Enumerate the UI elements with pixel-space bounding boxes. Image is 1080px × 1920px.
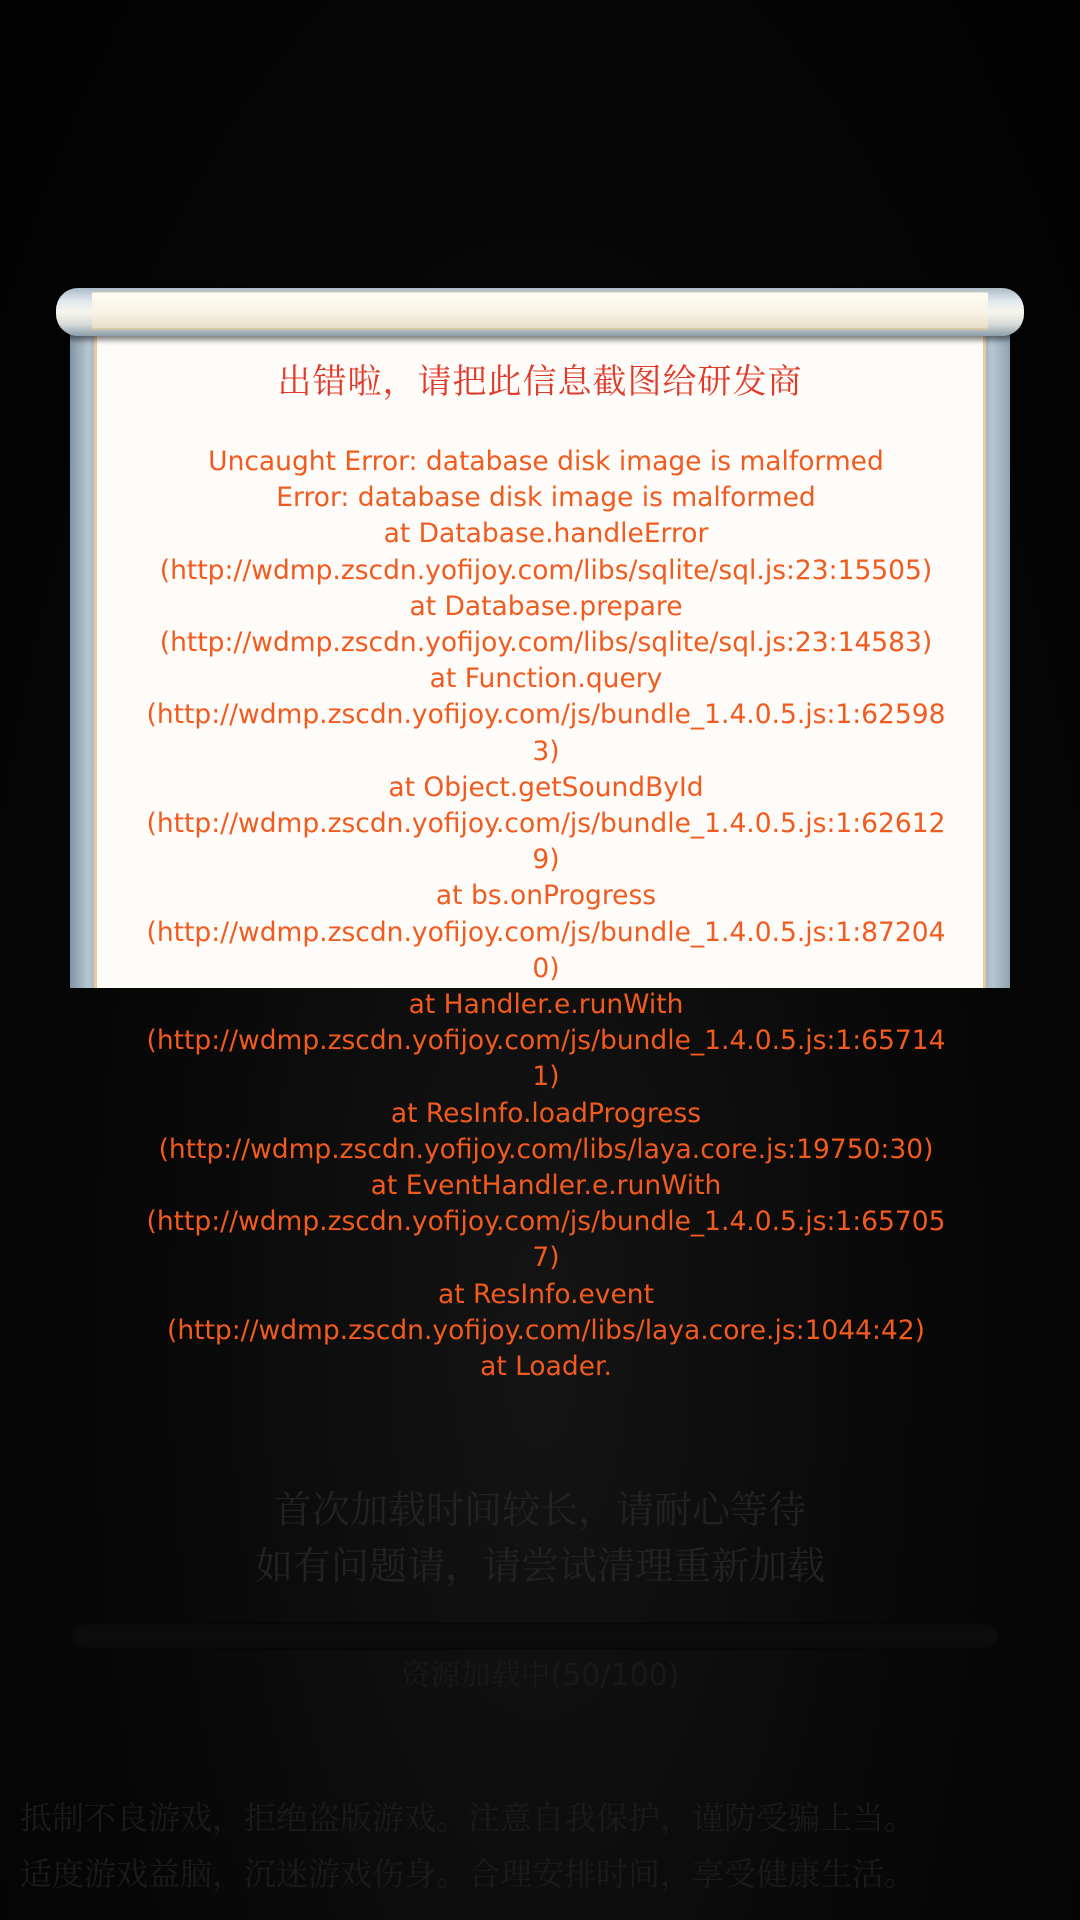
scroll-top-rod bbox=[56, 288, 1024, 336]
loading-notice-line-2: 如有问题请，请尝试清理重新加载 bbox=[254, 1544, 825, 1588]
loading-progress-bar bbox=[70, 1622, 1000, 1650]
loading-notice-line-1: 首次加载时间较长，请耐心等待 bbox=[273, 1488, 806, 1532]
health-advisory-line-1: 抵制不良游戏，拒绝盗版游戏。注意自我保护，谨防受骗上当。 bbox=[20, 1799, 917, 1837]
error-stack-trace: Uncaught Error: database disk image is malformed Error: database disk image is malformed at Database.handleError (http://wdmp.zscdn.yofijoy.com/libs/sqlite/sql.js:23:15505) at Database.prepare (http://wdmp.zscdn.yofijoy.com/libs/sqlite/sql.js:23:14583) at Function.query (http://wdmp.zscdn.yofijoy.com/js/bundle_1.4.0.5.js:1:62598 3) at Object.getSoundById (http://wdmp.zscdn.yofijoy.com/js/bundle_1.4.0.5.js:1:62612 9) at bs.onProgress (http://wdmp.zscdn.yofijoy.com/js/bundle_1.4.0.5.js:1:87204 0) at Handler.e.runWith (http://wdmp.zscdn.yofijoy.com/js/bundle_1.4.0.5.js:1:65714 1) at ResInfo.loadProgress (http://wdmp.zscdn.yofijoy.com/libs/laya.core.js:19750:30) at EventHandler.e.runWith (http://wdmp.zscdn.yofijoy.com/js/bundle_1.4.0.5.js:1:65705 7) at ResInfo.event (http://wdmp.zscdn.yofijoy.com/libs/laya.core.js:1044:42) at Loader. bbox=[146, 446, 946, 1383]
loading-progress-text: 资源加载中(50/100) bbox=[400, 1658, 680, 1693]
scroll-paper-roll bbox=[92, 292, 988, 330]
error-dialog-title: 出错啦，请把此信息截图给研发商 bbox=[277, 362, 803, 402]
health-advisory-line-2: 适度游戏益脑，沉迷游戏伤身。合理安排时间，享受健康生活。 bbox=[20, 1855, 917, 1893]
